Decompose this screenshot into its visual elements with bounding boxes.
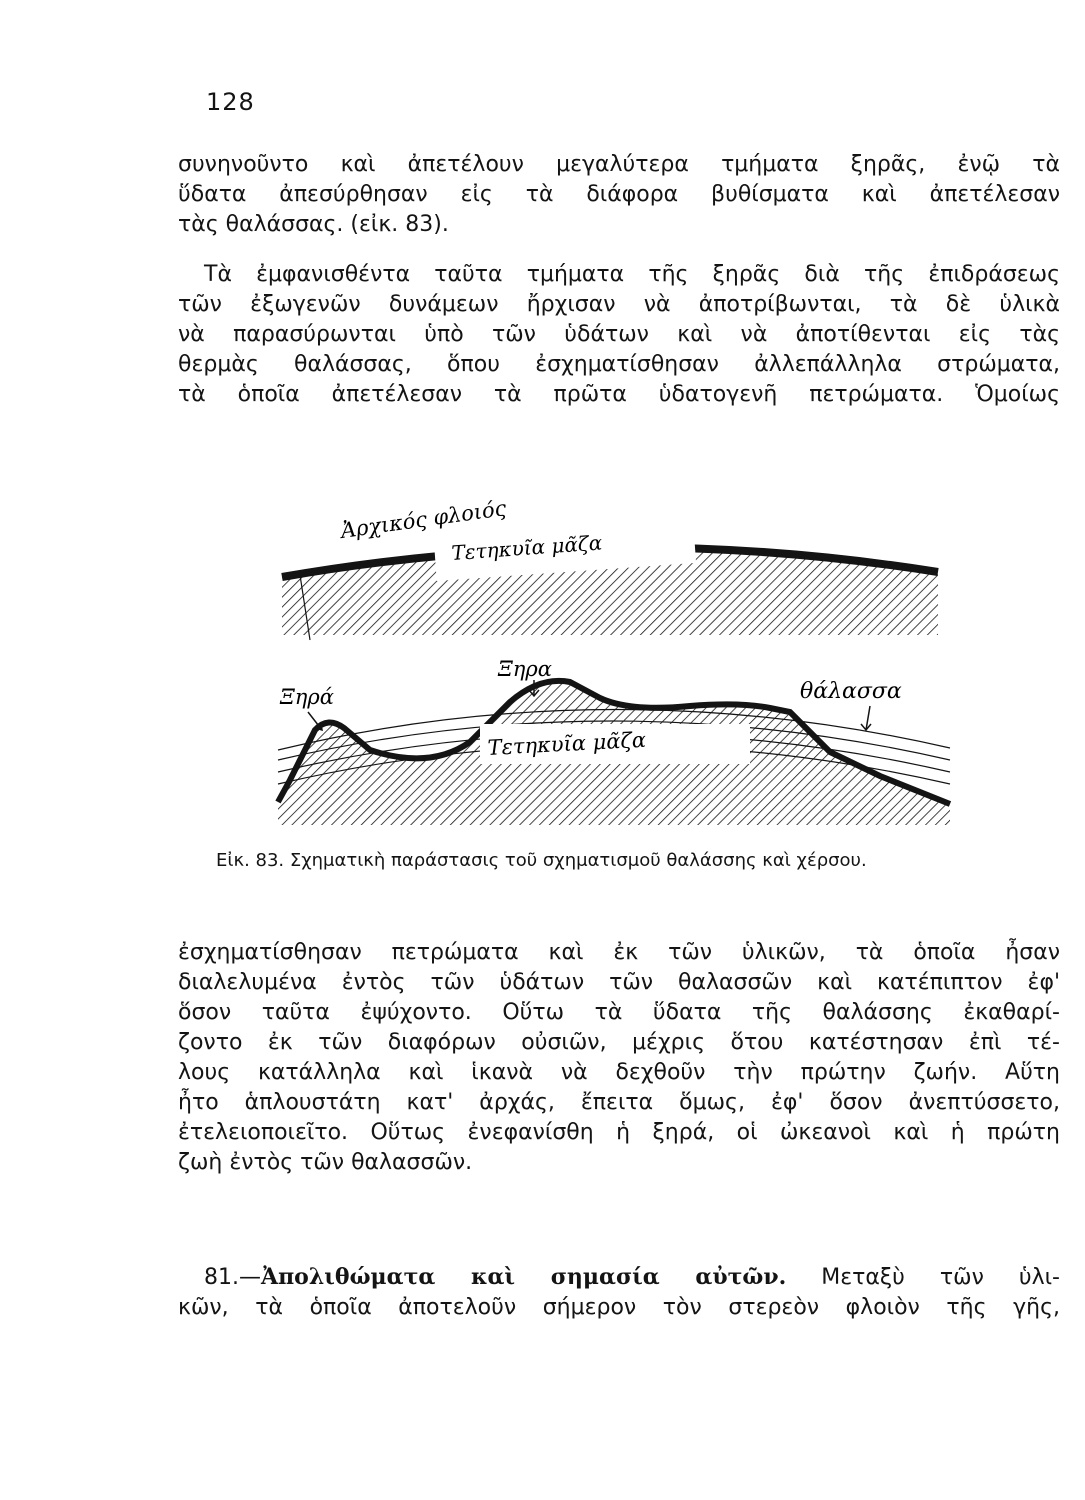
bottom-diagram: [270, 657, 970, 830]
text-line: τὰ ὁποῖα ἀπετέλεσαν τὰ πρῶτα ὑδατογενῆ πετρώματα. Ὁμοίως: [178, 382, 1060, 407]
text-line: νὰ παρασύρωνται ὑπὸ τῶν ὑδάτων καὶ νὰ ἀποτίθενται εἰς τὰς: [178, 322, 1060, 347]
text-line: ζοντο ἐκ τῶν διαφόρων οὐσιῶν, μέχρις ὅτου κατέστησαν ἐπὶ τέ-: [178, 1030, 1060, 1055]
section-text: Μεταξὺ τῶν ὑλι-: [821, 1265, 1060, 1290]
figure-drawing: [270, 480, 970, 840]
label-original-crust: Ἀρχικός φλοιός: [339, 495, 508, 543]
text-line: ἦτο ἁπλουστάτη κατ' ἀρχάς, ἔπειτα ὅμως, ἐφ' ὅσον ἀνεπτύσσετο,: [178, 1090, 1060, 1115]
text-line: διαλελυμένα ἐντὸς τῶν ὑδάτων τῶν θαλασσῶν καὶ κατέπιπτον ἐφ': [178, 970, 1060, 995]
text-line: ὅσον ταῦτα ἐψύχοντο. Οὕτω τὰ ὕδατα τῆς θαλάσσης ἐκαθαρί-: [178, 1000, 1060, 1025]
label-molten-mass-bottom: Τετηκυῖα μᾶζα: [487, 727, 647, 760]
text-line: τὰς θαλάσσας. (εἰκ. 83).: [178, 212, 449, 237]
page-number: 128: [206, 88, 255, 116]
section-81: [178, 1262, 1060, 1323]
label-molten-mass-top: Τετηκυῖα μᾶζα: [450, 530, 603, 565]
text-line: ζωὴ ἐντὸς τῶν θαλασσῶν.: [178, 1150, 473, 1175]
top-diagram: [270, 496, 970, 640]
label-land-center: Ξηρα: [498, 657, 552, 681]
section-number: 81.—: [204, 1265, 261, 1290]
text-line: ὕδατα ἀπεσύρθησαν εἰς τὰ διάφορα βυθίσματα καὶ ἀπετέλεσαν: [178, 182, 1060, 207]
paragraph-2: [178, 260, 1060, 410]
text-line: κῶν, τὰ ὁποῖα ἀποτελοῦν σήμερον τὸν στερεὸν φλοιὸν τῆς γῆς,: [178, 1295, 1060, 1320]
text-line: λους κατάλληλα καὶ ἱκανὰ νὰ δεχθοῦν τὴν πρώτην ζωήν. Αὕτη: [178, 1060, 1060, 1085]
paragraph-1: [178, 150, 1060, 240]
paragraph-3: [178, 938, 1060, 1178]
text-line: συνηνοῦντο καὶ ἀπετέλουν μεγαλύτερα τμήματα ξηρᾶς, ἐνῷ τὰ: [178, 152, 1060, 177]
text-line: Τὰ ἐμφανισθέντα ταῦτα τμήματα τῆς ξηρᾶς διὰ τῆς ἐπιδράσεως: [204, 262, 1060, 287]
label-sea: θάλασσα: [800, 679, 902, 704]
label-land-left: Ξηρά: [280, 685, 334, 709]
figure-caption: Εἰκ. 83. Σχηματικὴ παράστασις τοῦ σχηματισμοῦ θαλάσσης καὶ χέρσου.: [216, 850, 867, 871]
text-line: ἐτελειοποιεῖτο. Οὕτως ἐνεφανίσθη ἡ ξηρά, οἱ ὠκεανοὶ καὶ ἡ πρώτη: [178, 1120, 1060, 1145]
section-heading-line: [178, 1262, 1060, 1293]
text-line: ἐσχηματίσθησαν πετρώματα καὶ ἐκ τῶν ὑλικῶν, τὰ ὁποῖα ἦσαν: [178, 940, 1060, 965]
text-line: θερμὰς θαλάσσας, ὅπου ἐσχηματίσθησαν ἀλλεπάλληλα στρώματα,: [178, 352, 1060, 377]
figure-83: [270, 480, 970, 840]
text-line: τῶν ἐξωγενῶν δυνάμεων ἤρχισαν νὰ ἀποτρίβωνται, τὰ δὲ ὑλικὰ: [178, 292, 1060, 317]
section-title: Ἀπολιθώματα καὶ σημασία αὐτῶν.: [261, 1264, 787, 1290]
